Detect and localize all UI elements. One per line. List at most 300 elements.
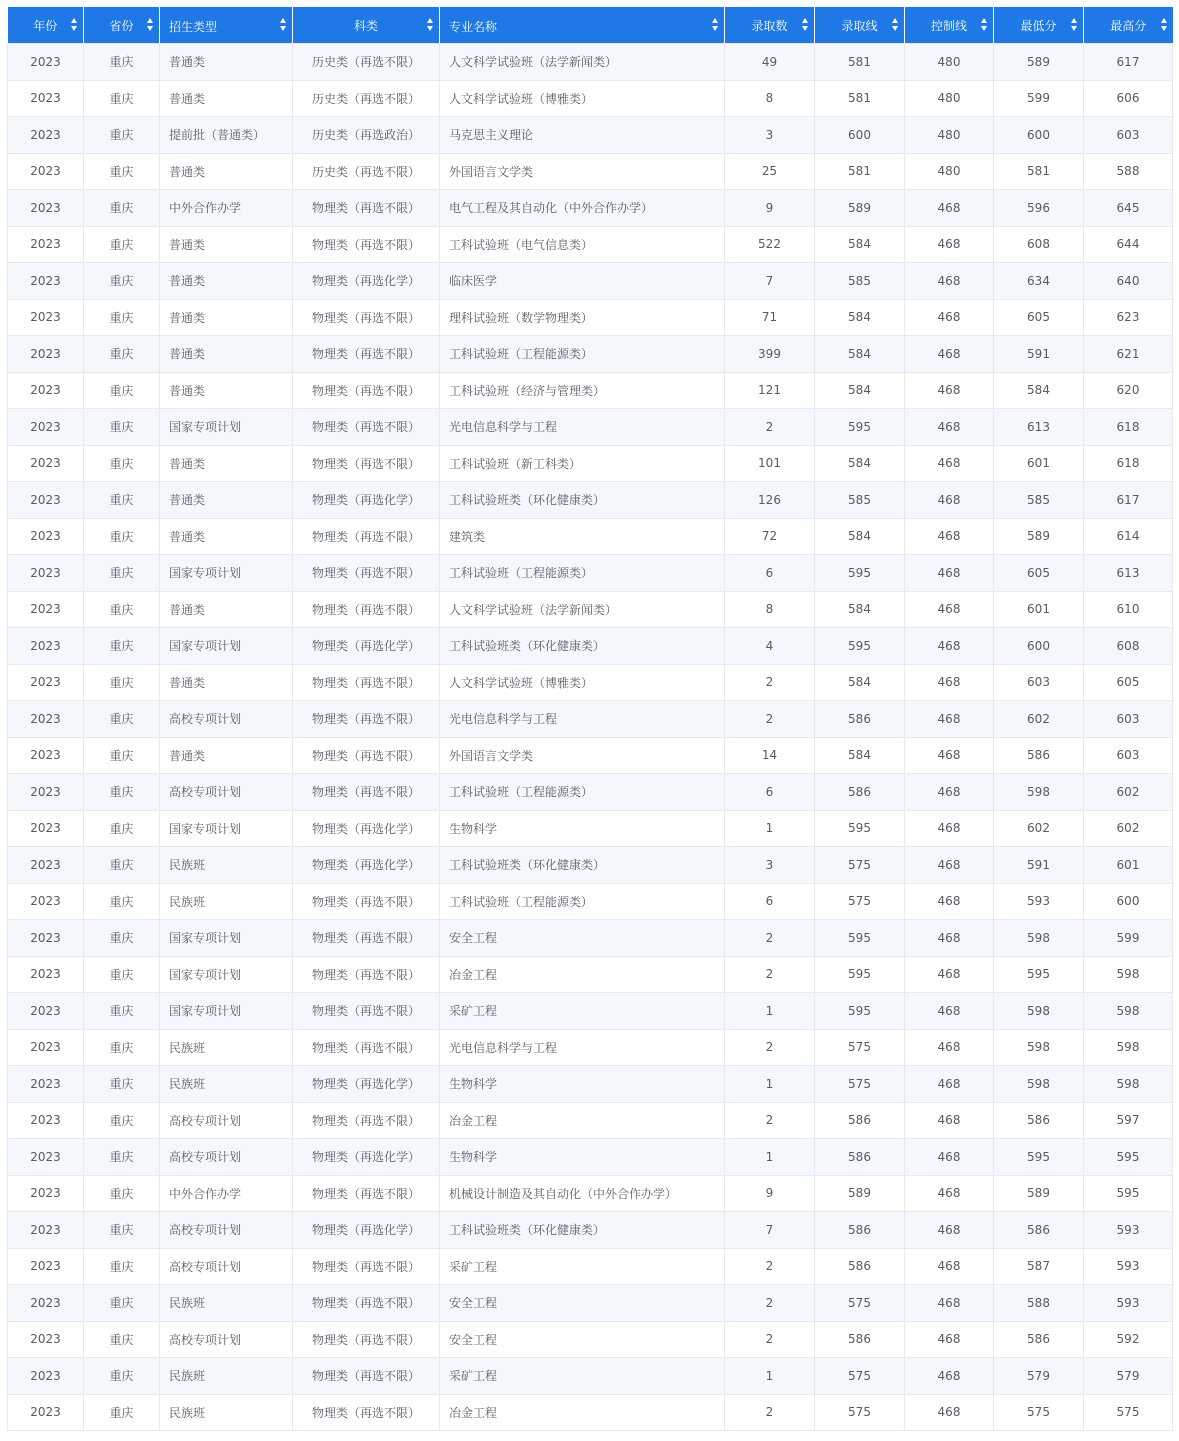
column-header-label: 录取线 xyxy=(841,18,878,33)
cell-subject-category: 物理类（再选不限） xyxy=(293,445,440,482)
column-header-label: 年份 xyxy=(33,18,58,33)
cell-province: 重庆 xyxy=(84,482,160,519)
cell-max-score: 613 xyxy=(1084,555,1173,592)
cell-province: 重庆 xyxy=(84,1066,160,1103)
cell-subject-category: 物理类（再选化学） xyxy=(293,482,440,519)
table-row xyxy=(8,263,1173,300)
cell-enroll-type: 普通类 xyxy=(160,80,293,117)
cell-max-score: 601 xyxy=(1084,847,1173,884)
cell-max-score: 588 xyxy=(1084,153,1173,190)
cell-admission-line: 586 xyxy=(815,1321,905,1358)
cell-subject-category: 物理类（再选化学） xyxy=(293,1212,440,1249)
cell-admission-line: 584 xyxy=(815,518,905,555)
column-header-enroll-type[interactable] xyxy=(160,7,293,44)
cell-admitted-count: 4 xyxy=(725,628,815,665)
table-row xyxy=(8,847,1173,884)
column-header-year[interactable] xyxy=(8,7,84,44)
cell-subject-category: 物理类（再选不限） xyxy=(293,993,440,1030)
cell-year: 2023 xyxy=(8,263,84,300)
cell-max-score: 617 xyxy=(1084,482,1173,519)
cell-admitted-count: 14 xyxy=(725,737,815,774)
cell-enroll-type: 民族班 xyxy=(160,1029,293,1066)
cell-max-score: 603 xyxy=(1084,737,1173,774)
cell-subject-category: 物理类（再选不限） xyxy=(293,1358,440,1395)
cell-enroll-type: 中外合作办学 xyxy=(160,190,293,227)
cell-major-name: 建筑类 xyxy=(440,518,725,555)
cell-year: 2023 xyxy=(8,409,84,446)
cell-admission-line: 584 xyxy=(815,226,905,263)
cell-control-line: 480 xyxy=(905,80,994,117)
cell-admitted-count: 9 xyxy=(725,1175,815,1212)
cell-admitted-count: 2 xyxy=(725,956,815,993)
table-row xyxy=(8,920,1173,957)
cell-min-score: 585 xyxy=(994,482,1084,519)
cell-subject-category: 物理类（再选不限） xyxy=(293,664,440,701)
cell-admitted-count: 2 xyxy=(725,701,815,738)
cell-max-score: 598 xyxy=(1084,956,1173,993)
cell-enroll-type: 普通类 xyxy=(160,482,293,519)
cell-province: 重庆 xyxy=(84,1358,160,1395)
cell-major-name: 生物科学 xyxy=(440,810,725,847)
cell-enroll-type: 国家专项计划 xyxy=(160,555,293,592)
cell-year: 2023 xyxy=(8,482,84,519)
cell-subject-category: 物理类（再选不限） xyxy=(293,336,440,373)
cell-control-line: 468 xyxy=(905,701,994,738)
cell-min-score: 605 xyxy=(994,555,1084,592)
cell-subject-category: 物理类（再选不限） xyxy=(293,409,440,446)
cell-major-name: 工科试验班类（环化健康类） xyxy=(440,482,725,519)
cell-enroll-type: 普通类 xyxy=(160,591,293,628)
table-row xyxy=(8,445,1173,482)
cell-max-score: 595 xyxy=(1084,1139,1173,1176)
table-row xyxy=(8,372,1173,409)
cell-enroll-type: 高校专项计划 xyxy=(160,701,293,738)
sort-icon[interactable] xyxy=(802,18,809,32)
cell-min-score: 598 xyxy=(994,774,1084,811)
cell-year: 2023 xyxy=(8,701,84,738)
cell-admission-line: 600 xyxy=(815,117,905,154)
sort-icon[interactable] xyxy=(712,18,719,32)
cell-subject-category: 物理类（再选不限） xyxy=(293,956,440,993)
column-header-major-name[interactable] xyxy=(440,7,725,44)
cell-province: 重庆 xyxy=(84,372,160,409)
column-header-label: 最高分 xyxy=(1110,18,1147,33)
table-row xyxy=(8,774,1173,811)
cell-province: 重庆 xyxy=(84,847,160,884)
cell-admitted-count: 7 xyxy=(725,1212,815,1249)
cell-year: 2023 xyxy=(8,153,84,190)
cell-control-line: 468 xyxy=(905,1175,994,1212)
cell-admitted-count: 2 xyxy=(725,1394,815,1431)
cell-year: 2023 xyxy=(8,883,84,920)
cell-province: 重庆 xyxy=(84,153,160,190)
cell-major-name: 工科试验班（经济与管理类） xyxy=(440,372,725,409)
cell-enroll-type: 普通类 xyxy=(160,664,293,701)
cell-control-line: 468 xyxy=(905,1285,994,1322)
cell-province: 重庆 xyxy=(84,628,160,665)
cell-subject-category: 物理类（再选不限） xyxy=(293,920,440,957)
sort-icon[interactable] xyxy=(1161,18,1168,32)
cell-year: 2023 xyxy=(8,80,84,117)
cell-admitted-count: 6 xyxy=(725,774,815,811)
cell-province: 重庆 xyxy=(84,518,160,555)
cell-min-score: 589 xyxy=(994,1175,1084,1212)
sort-icon[interactable] xyxy=(892,18,899,32)
cell-admission-line: 589 xyxy=(815,190,905,227)
cell-enroll-type: 民族班 xyxy=(160,847,293,884)
cell-subject-category: 物理类（再选不限） xyxy=(293,701,440,738)
header-row xyxy=(8,7,1173,44)
cell-enroll-type: 提前批（普通类） xyxy=(160,117,293,154)
cell-province: 重庆 xyxy=(84,44,160,81)
cell-admission-line: 595 xyxy=(815,920,905,957)
cell-min-score: 608 xyxy=(994,226,1084,263)
cell-control-line: 468 xyxy=(905,190,994,227)
cell-subject-category: 物理类（再选不限） xyxy=(293,1394,440,1431)
cell-province: 重庆 xyxy=(84,1285,160,1322)
cell-max-score: 592 xyxy=(1084,1321,1173,1358)
cell-major-name: 工科试验班类（环化健康类） xyxy=(440,628,725,665)
cell-major-name: 工科试验班（工程能源类） xyxy=(440,883,725,920)
cell-admission-line: 575 xyxy=(815,1285,905,1322)
cell-control-line: 468 xyxy=(905,993,994,1030)
cell-max-score: 605 xyxy=(1084,664,1173,701)
table-row xyxy=(8,664,1173,701)
cell-major-name: 外国语言文学类 xyxy=(440,737,725,774)
cell-province: 重庆 xyxy=(84,263,160,300)
cell-control-line: 468 xyxy=(905,591,994,628)
cell-min-score: 596 xyxy=(994,190,1084,227)
cell-subject-category: 物理类（再选不限） xyxy=(293,372,440,409)
cell-min-score: 587 xyxy=(994,1248,1084,1285)
table-header xyxy=(8,7,1173,44)
table-row xyxy=(8,993,1173,1030)
cell-enroll-type: 高校专项计划 xyxy=(160,774,293,811)
cell-control-line: 480 xyxy=(905,44,994,81)
column-header-label: 录取数 xyxy=(751,18,788,33)
cell-max-score: 598 xyxy=(1084,1066,1173,1103)
cell-year: 2023 xyxy=(8,810,84,847)
cell-year: 2023 xyxy=(8,956,84,993)
cell-province: 重庆 xyxy=(84,810,160,847)
cell-admitted-count: 2 xyxy=(725,664,815,701)
admission-scores-table-wrapper xyxy=(7,7,1172,1431)
cell-admission-line: 584 xyxy=(815,299,905,336)
cell-max-score: 599 xyxy=(1084,920,1173,957)
cell-admitted-count: 3 xyxy=(725,847,815,884)
cell-max-score: 593 xyxy=(1084,1248,1173,1285)
cell-control-line: 468 xyxy=(905,810,994,847)
cell-control-line: 468 xyxy=(905,372,994,409)
cell-control-line: 468 xyxy=(905,847,994,884)
cell-province: 重庆 xyxy=(84,774,160,811)
cell-admission-line: 575 xyxy=(815,883,905,920)
cell-major-name: 工科试验班（工程能源类） xyxy=(440,555,725,592)
cell-max-score: 640 xyxy=(1084,263,1173,300)
cell-control-line: 468 xyxy=(905,628,994,665)
cell-year: 2023 xyxy=(8,737,84,774)
cell-enroll-type: 民族班 xyxy=(160,1066,293,1103)
sort-icon[interactable] xyxy=(981,18,988,32)
cell-enroll-type: 普通类 xyxy=(160,737,293,774)
sort-icon[interactable] xyxy=(147,18,154,32)
cell-control-line: 468 xyxy=(905,737,994,774)
cell-max-score: 579 xyxy=(1084,1358,1173,1395)
cell-province: 重庆 xyxy=(84,664,160,701)
cell-admission-line: 586 xyxy=(815,1102,905,1139)
cell-admission-line: 585 xyxy=(815,263,905,300)
cell-major-name: 临床医学 xyxy=(440,263,725,300)
cell-province: 重庆 xyxy=(84,190,160,227)
cell-admission-line: 595 xyxy=(815,409,905,446)
cell-max-score: 597 xyxy=(1084,1102,1173,1139)
cell-admitted-count: 7 xyxy=(725,263,815,300)
cell-admission-line: 581 xyxy=(815,153,905,190)
cell-min-score: 605 xyxy=(994,299,1084,336)
cell-enroll-type: 民族班 xyxy=(160,1394,293,1431)
cell-enroll-type: 普通类 xyxy=(160,226,293,263)
cell-major-name: 马克思主义理论 xyxy=(440,117,725,154)
cell-subject-category: 物理类（再选化学） xyxy=(293,628,440,665)
table-body xyxy=(8,44,1173,1431)
cell-control-line: 468 xyxy=(905,1102,994,1139)
cell-province: 重庆 xyxy=(84,336,160,373)
cell-major-name: 冶金工程 xyxy=(440,1102,725,1139)
cell-admission-line: 581 xyxy=(815,80,905,117)
cell-enroll-type: 国家专项计划 xyxy=(160,956,293,993)
cell-min-score: 602 xyxy=(994,810,1084,847)
table-row xyxy=(8,44,1173,81)
cell-subject-category: 物理类（再选不限） xyxy=(293,1248,440,1285)
cell-year: 2023 xyxy=(8,1358,84,1395)
cell-year: 2023 xyxy=(8,518,84,555)
cell-min-score: 613 xyxy=(994,409,1084,446)
cell-max-score: 593 xyxy=(1084,1212,1173,1249)
cell-year: 2023 xyxy=(8,1139,84,1176)
admission-scores-table xyxy=(7,7,1173,1431)
cell-enroll-type: 普通类 xyxy=(160,336,293,373)
column-header-subject-category[interactable] xyxy=(293,7,440,44)
cell-subject-category: 物理类（再选不限） xyxy=(293,883,440,920)
cell-enroll-type: 普通类 xyxy=(160,445,293,482)
cell-year: 2023 xyxy=(8,1066,84,1103)
column-header-admitted-count[interactable] xyxy=(725,7,815,44)
cell-subject-category: 物理类（再选不限） xyxy=(293,591,440,628)
cell-admission-line: 575 xyxy=(815,847,905,884)
table-row xyxy=(8,226,1173,263)
cell-province: 重庆 xyxy=(84,1102,160,1139)
cell-min-score: 595 xyxy=(994,956,1084,993)
cell-enroll-type: 高校专项计划 xyxy=(160,1248,293,1285)
cell-major-name: 电气工程及其自动化（中外合作办学） xyxy=(440,190,725,227)
cell-control-line: 468 xyxy=(905,299,994,336)
table-row xyxy=(8,1139,1173,1176)
cell-enroll-type: 高校专项计划 xyxy=(160,1102,293,1139)
cell-admission-line: 575 xyxy=(815,1029,905,1066)
cell-major-name: 采矿工程 xyxy=(440,1248,725,1285)
cell-control-line: 468 xyxy=(905,409,994,446)
cell-min-score: 586 xyxy=(994,1212,1084,1249)
cell-major-name: 外国语言文学类 xyxy=(440,153,725,190)
cell-major-name: 安全工程 xyxy=(440,1321,725,1358)
cell-subject-category: 物理类（再选不限） xyxy=(293,299,440,336)
cell-year: 2023 xyxy=(8,591,84,628)
cell-control-line: 480 xyxy=(905,117,994,154)
cell-major-name: 光电信息科学与工程 xyxy=(440,701,725,738)
column-header-control-line[interactable] xyxy=(905,7,994,44)
cell-min-score: 589 xyxy=(994,518,1084,555)
cell-subject-category: 物理类（再选不限） xyxy=(293,1285,440,1322)
cell-admitted-count: 522 xyxy=(725,226,815,263)
cell-min-score: 601 xyxy=(994,591,1084,628)
cell-min-score: 588 xyxy=(994,1285,1084,1322)
cell-enroll-type: 普通类 xyxy=(160,518,293,555)
cell-max-score: 618 xyxy=(1084,409,1173,446)
cell-province: 重庆 xyxy=(84,737,160,774)
cell-max-score: 620 xyxy=(1084,372,1173,409)
cell-enroll-type: 国家专项计划 xyxy=(160,409,293,446)
cell-min-score: 595 xyxy=(994,1139,1084,1176)
sort-icon[interactable] xyxy=(427,18,434,32)
cell-admission-line: 575 xyxy=(815,1394,905,1431)
cell-province: 重庆 xyxy=(84,555,160,592)
sort-icon[interactable] xyxy=(280,18,287,32)
cell-major-name: 采矿工程 xyxy=(440,1358,725,1395)
cell-year: 2023 xyxy=(8,336,84,373)
cell-min-score: 603 xyxy=(994,664,1084,701)
cell-year: 2023 xyxy=(8,299,84,336)
cell-min-score: 598 xyxy=(994,920,1084,957)
cell-admission-line: 595 xyxy=(815,628,905,665)
column-header-admission-line[interactable] xyxy=(815,7,905,44)
cell-enroll-type: 国家专项计划 xyxy=(160,628,293,665)
cell-admission-line: 595 xyxy=(815,555,905,592)
table-row xyxy=(8,1175,1173,1212)
cell-admission-line: 584 xyxy=(815,591,905,628)
cell-min-score: 598 xyxy=(994,1029,1084,1066)
cell-major-name: 采矿工程 xyxy=(440,993,725,1030)
table-row xyxy=(8,299,1173,336)
cell-admission-line: 589 xyxy=(815,1175,905,1212)
column-header-min-score[interactable] xyxy=(994,7,1084,44)
cell-year: 2023 xyxy=(8,1102,84,1139)
cell-province: 重庆 xyxy=(84,445,160,482)
table-row xyxy=(8,1102,1173,1139)
cell-province: 重庆 xyxy=(84,80,160,117)
cell-min-score: 586 xyxy=(994,1321,1084,1358)
cell-province: 重庆 xyxy=(84,409,160,446)
cell-year: 2023 xyxy=(8,664,84,701)
cell-major-name: 安全工程 xyxy=(440,1285,725,1322)
cell-major-name: 人文科学试验班（法学新闻类） xyxy=(440,44,725,81)
table-row xyxy=(8,628,1173,665)
table-row xyxy=(8,153,1173,190)
cell-province: 重庆 xyxy=(84,591,160,628)
cell-province: 重庆 xyxy=(84,226,160,263)
cell-admitted-count: 1 xyxy=(725,810,815,847)
cell-province: 重庆 xyxy=(84,701,160,738)
cell-admitted-count: 121 xyxy=(725,372,815,409)
cell-enroll-type: 中外合作办学 xyxy=(160,1175,293,1212)
cell-major-name: 冶金工程 xyxy=(440,956,725,993)
cell-admission-line: 586 xyxy=(815,1248,905,1285)
cell-subject-category: 物理类（再选不限） xyxy=(293,774,440,811)
cell-province: 重庆 xyxy=(84,1029,160,1066)
cell-subject-category: 物理类（再选化学） xyxy=(293,1066,440,1103)
cell-province: 重庆 xyxy=(84,883,160,920)
cell-admitted-count: 6 xyxy=(725,883,815,920)
cell-admitted-count: 1 xyxy=(725,1066,815,1103)
cell-control-line: 468 xyxy=(905,1358,994,1395)
cell-min-score: 591 xyxy=(994,847,1084,884)
cell-max-score: 645 xyxy=(1084,190,1173,227)
column-header-label: 科类 xyxy=(353,18,378,33)
cell-min-score: 589 xyxy=(994,44,1084,81)
table-row xyxy=(8,956,1173,993)
sort-icon[interactable] xyxy=(1071,18,1078,32)
cell-admitted-count: 2 xyxy=(725,920,815,957)
cell-subject-category: 物理类（再选不限） xyxy=(293,190,440,227)
cell-max-score: 575 xyxy=(1084,1394,1173,1431)
cell-control-line: 468 xyxy=(905,1394,994,1431)
cell-subject-category: 物理类（再选不限） xyxy=(293,1029,440,1066)
cell-admitted-count: 1 xyxy=(725,1139,815,1176)
cell-enroll-type: 国家专项计划 xyxy=(160,810,293,847)
cell-admitted-count: 2 xyxy=(725,1248,815,1285)
cell-enroll-type: 民族班 xyxy=(160,883,293,920)
sort-icon[interactable] xyxy=(71,18,78,32)
cell-major-name: 工科试验班（电气信息类） xyxy=(440,226,725,263)
cell-admitted-count: 399 xyxy=(725,336,815,373)
cell-subject-category: 物理类（再选不限） xyxy=(293,1175,440,1212)
cell-control-line: 468 xyxy=(905,774,994,811)
cell-major-name: 机械设计制造及其自动化（中外合作办学） xyxy=(440,1175,725,1212)
cell-enroll-type: 国家专项计划 xyxy=(160,993,293,1030)
table-row xyxy=(8,1029,1173,1066)
cell-admission-line: 584 xyxy=(815,664,905,701)
cell-min-score: 575 xyxy=(994,1394,1084,1431)
cell-max-score: 598 xyxy=(1084,993,1173,1030)
cell-min-score: 600 xyxy=(994,628,1084,665)
cell-admitted-count: 8 xyxy=(725,591,815,628)
cell-year: 2023 xyxy=(8,1212,84,1249)
table-row xyxy=(8,409,1173,446)
cell-major-name: 工科试验班（工程能源类） xyxy=(440,774,725,811)
cell-major-name: 工科试验班（工程能源类） xyxy=(440,336,725,373)
cell-year: 2023 xyxy=(8,1175,84,1212)
cell-min-score: 586 xyxy=(994,737,1084,774)
cell-control-line: 480 xyxy=(905,153,994,190)
cell-max-score: 595 xyxy=(1084,1175,1173,1212)
cell-major-name: 安全工程 xyxy=(440,920,725,957)
cell-major-name: 光电信息科学与工程 xyxy=(440,1029,725,1066)
table-row xyxy=(8,80,1173,117)
column-header-province[interactable] xyxy=(84,7,160,44)
cell-province: 重庆 xyxy=(84,1212,160,1249)
cell-subject-category: 物理类（再选不限） xyxy=(293,1321,440,1358)
cell-enroll-type: 高校专项计划 xyxy=(160,1212,293,1249)
cell-subject-category: 历史类（再选不限） xyxy=(293,44,440,81)
cell-major-name: 光电信息科学与工程 xyxy=(440,409,725,446)
cell-admitted-count: 2 xyxy=(725,409,815,446)
cell-major-name: 工科试验班类（环化健康类） xyxy=(440,1212,725,1249)
cell-admitted-count: 71 xyxy=(725,299,815,336)
cell-min-score: 598 xyxy=(994,1066,1084,1103)
cell-subject-category: 历史类（再选不限） xyxy=(293,80,440,117)
cell-admission-line: 584 xyxy=(815,336,905,373)
column-header-max-score[interactable] xyxy=(1084,7,1173,44)
cell-control-line: 468 xyxy=(905,518,994,555)
